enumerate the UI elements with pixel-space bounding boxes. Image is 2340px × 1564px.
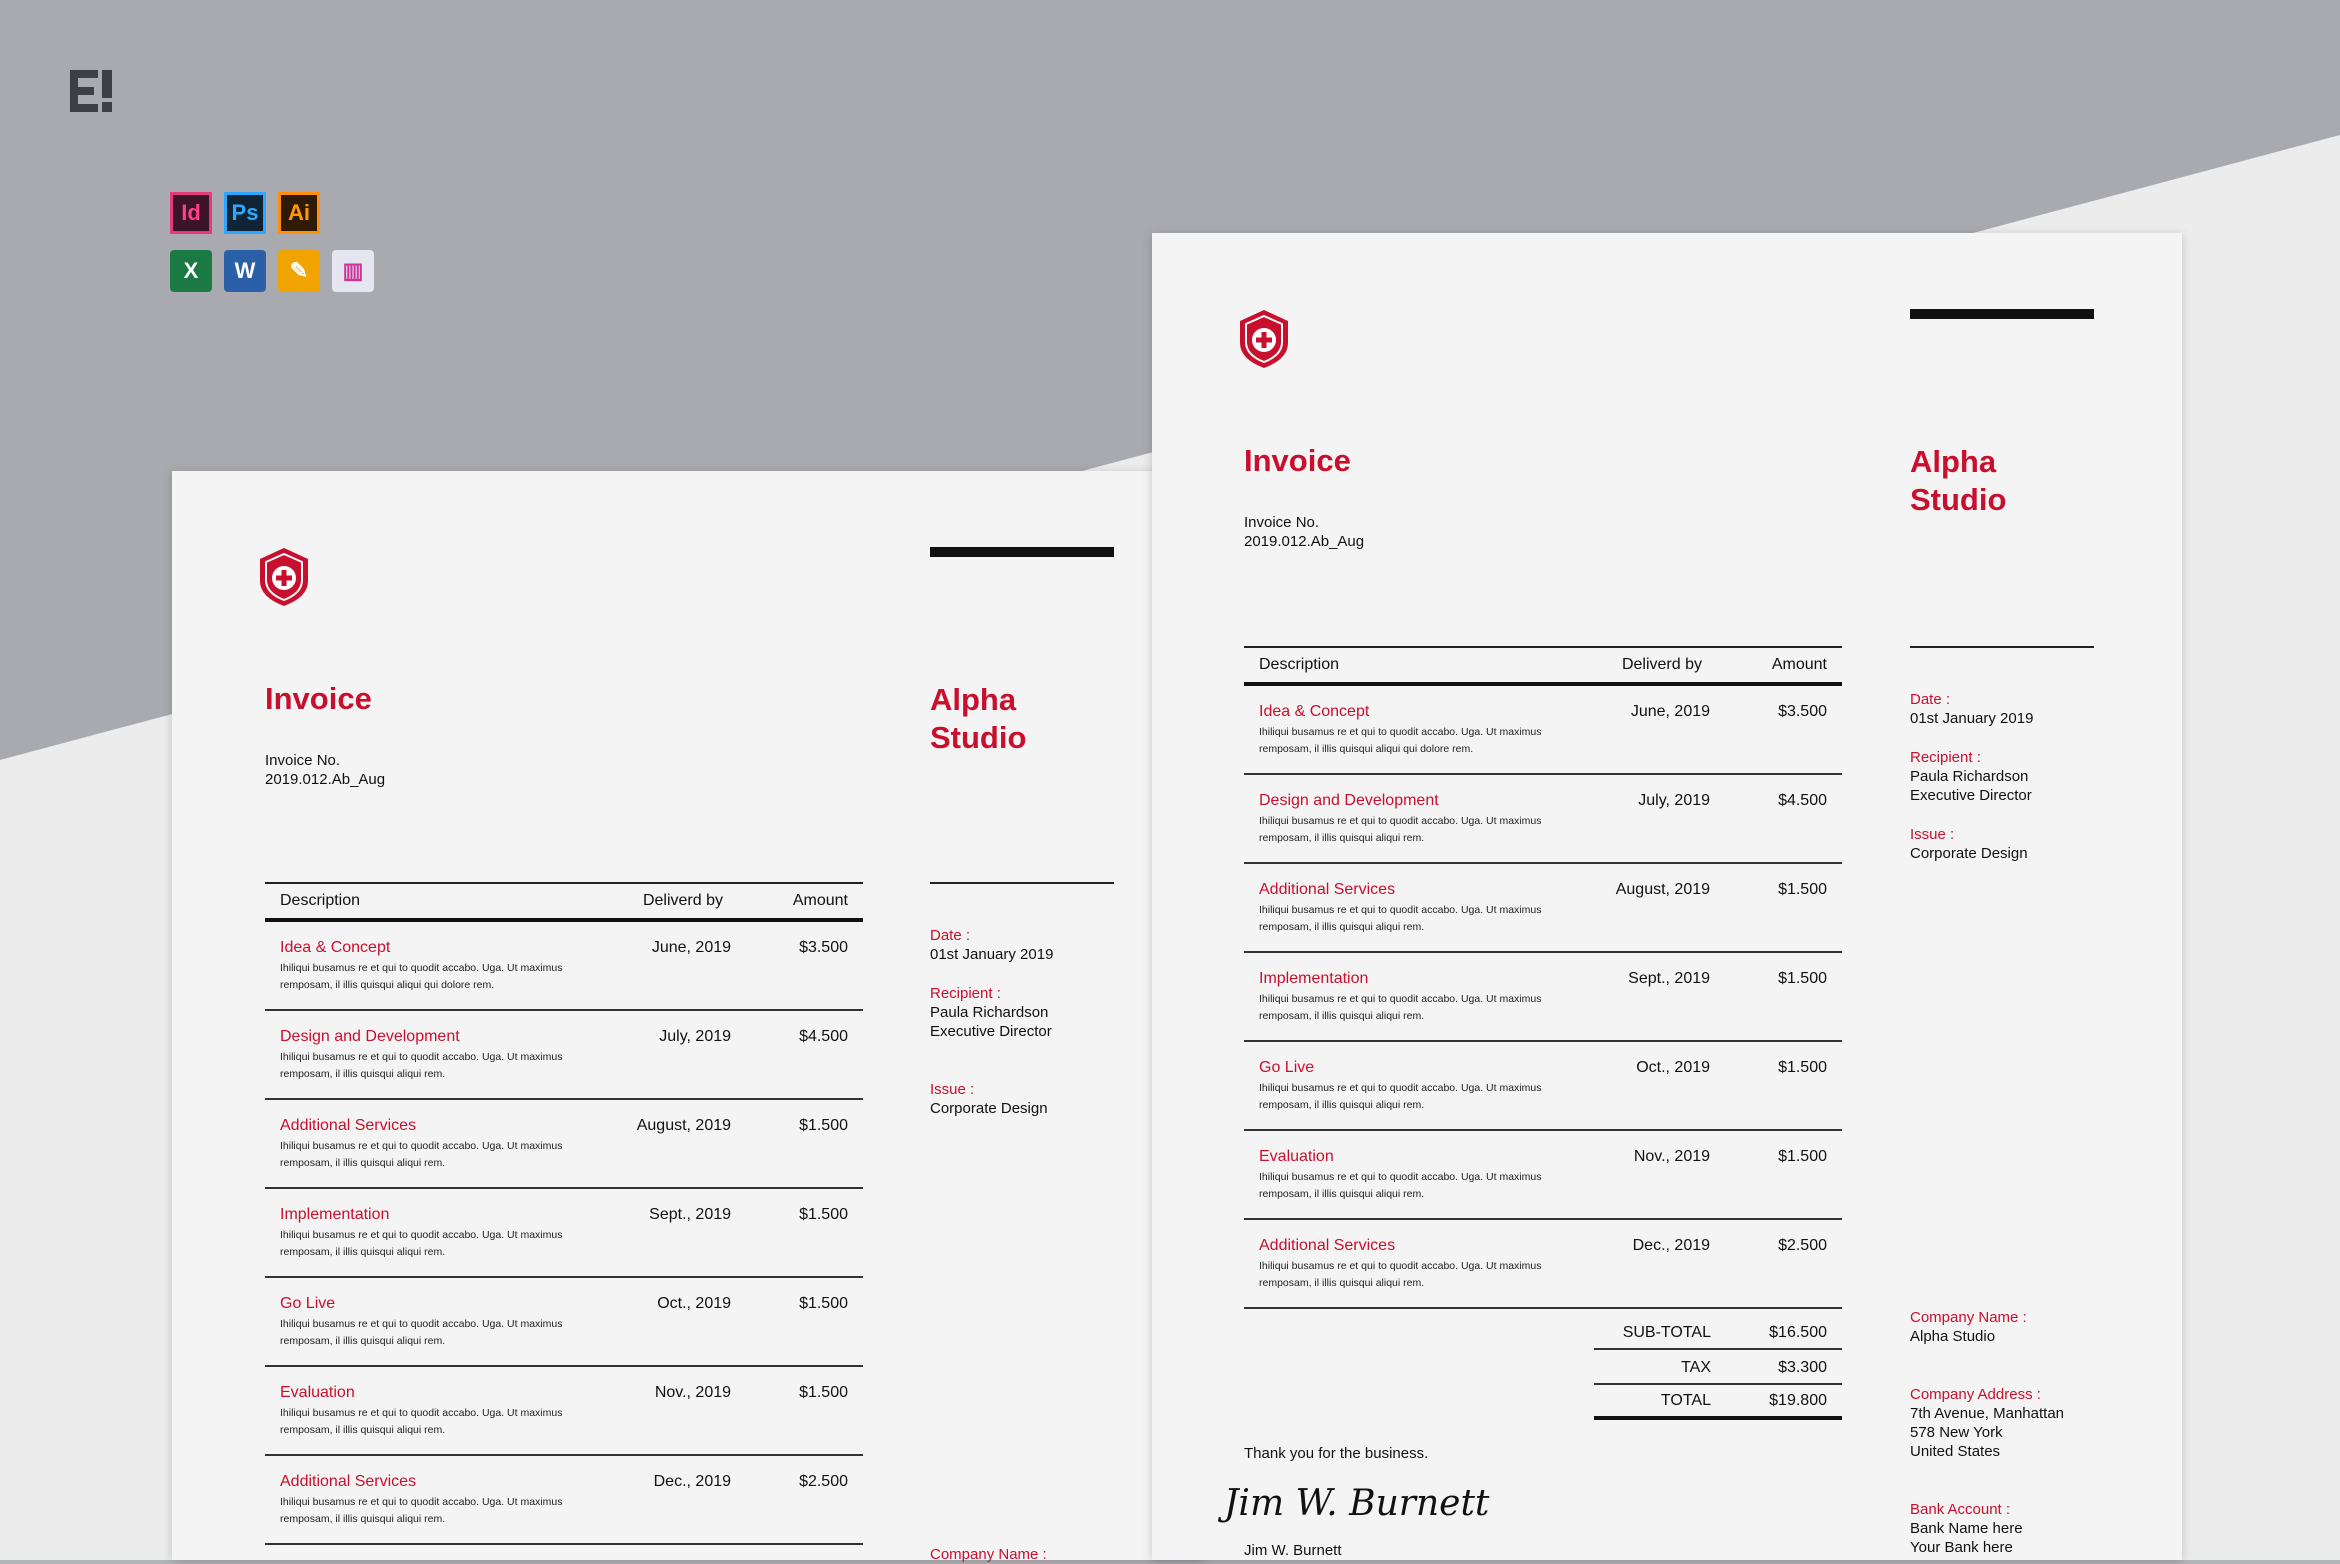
item-description: Ihiliqui busamus re et qui to quodit accabo. Uga. Ut maximus remposam, il illis quisqui aliqui rem.	[280, 1318, 563, 1347]
item-amount: $3.500	[1778, 703, 1827, 720]
item-cell	[265, 1116, 600, 1187]
date-label: Date :	[930, 927, 971, 944]
item-delivered: Oct., 2019	[657, 1295, 732, 1312]
item-title: Additional Services	[280, 1117, 417, 1134]
col-description: Description	[1259, 656, 1340, 673]
tax-value: $3.300	[1778, 1359, 1827, 1376]
item-cell	[1244, 969, 1579, 1040]
table-row	[1244, 1220, 1842, 1309]
item-cell	[265, 1205, 600, 1276]
item-description: Ihiliqui busamus re et qui to quodit accabo. Uga. Ut maximus remposam, il illis quisqui aliqui rem.	[1259, 1171, 1542, 1200]
item-delivered: Sept., 2019	[1628, 970, 1711, 987]
recipient-name: Paula Richardson	[930, 1004, 1049, 1021]
subtotal-label: SUB-TOTAL	[1622, 1324, 1711, 1341]
side-rule	[930, 882, 1114, 884]
studio-line-1: Alpha	[1910, 444, 1997, 479]
item-amount: $2.500	[799, 1473, 848, 1490]
studio-line-2: Studio	[930, 720, 1027, 755]
recipient-label: Recipient :	[930, 985, 1001, 1002]
item-cell	[265, 1383, 600, 1454]
invoice-number-label: Invoice No.	[1244, 514, 1320, 531]
item-description: Ihiliqui busamus re et qui to quodit accabo. Uga. Ut maximus remposam, il illis quisqui aliqui rem.	[1259, 1082, 1542, 1111]
item-cell	[1244, 1236, 1579, 1307]
table-body	[1244, 686, 1842, 1309]
studio-name	[930, 681, 1026, 757]
invoice-page-back	[1152, 233, 2182, 1560]
bank-label: Bank Account :	[1910, 1501, 2011, 1518]
item-delivered: Dec., 2019	[1632, 1237, 1711, 1254]
line-items-table	[265, 882, 863, 1545]
total-row	[1594, 1385, 1842, 1420]
invoice-page-front	[172, 471, 1204, 1563]
item-amount: $3.500	[799, 939, 848, 956]
item-title: Idea & Concept	[1259, 703, 1370, 720]
item-cell	[265, 938, 600, 1009]
table-row	[1244, 775, 1842, 864]
studio-name	[1910, 443, 2006, 519]
item-title: Additional Services	[1259, 881, 1396, 898]
item-delivered: June, 2019	[1630, 703, 1711, 720]
item-amount: $2.500	[1778, 1237, 1827, 1254]
excel-icon: X	[170, 250, 212, 292]
item-description: Ihiliqui busamus re et qui to quodit accabo. Uga. Ut maximus remposam, il illis quisqui aliqui rem.	[1259, 993, 1542, 1022]
item-title: Implementation	[1259, 970, 1369, 987]
subtotal-value: $16.500	[1769, 1324, 1827, 1341]
recipient-label: Recipient :	[1910, 749, 1981, 766]
item-title: Additional Services	[1259, 1237, 1396, 1254]
table-row	[265, 1100, 863, 1189]
issue-value: Corporate Design	[930, 1100, 1048, 1117]
tax-label: TAX	[1681, 1359, 1711, 1376]
illustrator-icon: Ai	[278, 192, 320, 234]
thank-you-note: Thank you for the business.	[1244, 1445, 1429, 1462]
item-cell	[1244, 1147, 1579, 1218]
item-cell	[265, 1294, 600, 1365]
item-description: Ihiliqui busamus re et qui to quodit accabo. Uga. Ut maximus remposam, il illis quisqui aliqui rem.	[1259, 815, 1542, 844]
table-row	[265, 1189, 863, 1278]
item-amount: $1.500	[799, 1117, 848, 1134]
header-rule	[930, 547, 1114, 557]
issue-label: Issue :	[930, 1081, 975, 1098]
table-row	[265, 922, 863, 1011]
invoice-title: Invoice	[265, 681, 372, 716]
item-title: Go Live	[280, 1295, 336, 1312]
table-body	[265, 922, 863, 1545]
item-description: Ihiliqui busamus re et qui to quodit accabo. Uga. Ut maximus remposam, il illis quisqui aliqui rem.	[280, 1496, 563, 1525]
company-address-1: 7th Avenue, Manhattan	[1910, 1405, 2065, 1422]
recipient-role: Executive Director	[1910, 787, 2032, 804]
shield-cross-icon	[258, 547, 310, 607]
table-row	[265, 1011, 863, 1100]
date-label: Date :	[1910, 691, 1951, 708]
item-delivered: August, 2019	[1615, 881, 1711, 898]
item-title: Design and Development	[280, 1028, 460, 1045]
item-cell	[1244, 791, 1579, 862]
item-amount: $1.500	[799, 1384, 848, 1401]
item-delivered: August, 2019	[636, 1117, 732, 1134]
item-delivered: Nov., 2019	[654, 1384, 732, 1401]
signature: Jim W. Burnett	[1224, 1483, 1490, 1524]
company-name: Alpha Studio	[1910, 1328, 1996, 1345]
item-cell	[1244, 880, 1579, 951]
item-delivered: June, 2019	[651, 939, 732, 956]
bank-line-2: Your Bank here	[1910, 1539, 2013, 1556]
table-row	[1244, 1042, 1842, 1131]
col-description: Description	[280, 892, 361, 909]
item-delivered: Sept., 2019	[649, 1206, 732, 1223]
item-delivered: July, 2019	[1638, 792, 1711, 809]
item-amount: $1.500	[799, 1206, 848, 1223]
table-row	[265, 1278, 863, 1367]
issue-label: Issue :	[1910, 826, 1955, 843]
item-title: Design and Development	[1259, 792, 1439, 809]
company-name-label: Company Name :	[930, 1546, 1047, 1563]
pages-icon: ✎	[278, 250, 320, 292]
item-amount: $1.500	[1778, 1059, 1827, 1076]
tax-row	[1594, 1350, 1842, 1385]
studio-line-1: Alpha	[930, 682, 1017, 717]
col-delivered: Deliverd by	[1621, 656, 1702, 673]
item-delivered: July, 2019	[659, 1028, 732, 1045]
company-name-label: Company Name :	[1910, 1309, 2027, 1326]
item-title: Implementation	[280, 1206, 390, 1223]
indesign-icon: Id	[170, 192, 212, 234]
item-description: Ihiliqui busamus re et qui to quodit accabo. Uga. Ut maximus remposam, il illis quisqui aliqui rem.	[280, 1051, 563, 1080]
word-icon: W	[224, 250, 266, 292]
item-description: Ihiliqui busamus re et qui to quodit accabo. Uga. Ut maximus remposam, il illis quisqui aliqui rem.	[1259, 904, 1542, 933]
item-description: Ihiliqui busamus re et qui to quodit accabo. Uga. Ut maximus remposam, il illis quisqui aliqui rem.	[280, 1407, 563, 1436]
table-row	[265, 1456, 863, 1545]
item-title: Evaluation	[1259, 1148, 1334, 1165]
company-address-3: United States	[1910, 1443, 2001, 1460]
studio-line-2: Studio	[1910, 482, 2007, 517]
recipient-role: Executive Director	[930, 1023, 1052, 1040]
item-delivered: Nov., 2019	[1633, 1148, 1711, 1165]
totals-block	[1594, 1315, 1842, 1420]
item-amount: $1.500	[1778, 970, 1827, 987]
item-title: Go Live	[1259, 1059, 1315, 1076]
invoice-title: Invoice	[1244, 443, 1351, 478]
col-amount: Amount	[1771, 656, 1827, 673]
item-delivered: Dec., 2019	[653, 1473, 732, 1490]
col-delivered: Deliverd by	[642, 892, 723, 909]
meta-block	[1910, 690, 2033, 863]
date-value: 01st January 2019	[930, 946, 1054, 963]
item-amount: $1.500	[1778, 1148, 1827, 1165]
app-compatibility-icons	[170, 192, 390, 308]
total-value: $19.800	[1769, 1392, 1827, 1409]
item-delivered: Oct., 2019	[1636, 1059, 1711, 1076]
meta-block	[930, 926, 1053, 1118]
item-description: Ihiliqui busamus re et qui to quodit accabo. Uga. Ut maximus remposam, il illis quisqui aliqui qui dolore rem.	[1259, 726, 1542, 755]
item-amount: $1.500	[1778, 881, 1827, 898]
invoice-number: 2019.012.Ab_Aug	[265, 771, 386, 788]
side-rule	[1910, 646, 2094, 648]
table-row	[1244, 686, 1842, 775]
table-row	[265, 1367, 863, 1456]
line-items-table	[1244, 646, 1842, 1309]
recipient-name: Paula Richardson	[1910, 768, 2029, 785]
brand-logo-icon	[68, 68, 114, 114]
table-row	[1244, 953, 1842, 1042]
item-cell	[1244, 1058, 1579, 1129]
item-description: Ihiliqui busamus re et qui to quodit accabo. Uga. Ut maximus remposam, il illis quisqui aliqui rem.	[280, 1229, 563, 1258]
item-title: Additional Services	[280, 1473, 417, 1490]
bank-line-1: Bank Name here	[1910, 1520, 2023, 1537]
item-title: Evaluation	[280, 1384, 355, 1401]
item-cell	[265, 1027, 600, 1098]
item-title: Idea & Concept	[280, 939, 391, 956]
table-header	[1244, 646, 1842, 686]
item-description: Ihiliqui busamus re et qui to quodit accabo. Uga. Ut maximus remposam, il illis quisqui aliqui rem.	[1259, 1260, 1542, 1289]
signer-name: Jim W. Burnett	[1244, 1542, 1342, 1559]
item-amount: $4.500	[1778, 792, 1827, 809]
table-row	[1244, 864, 1842, 953]
item-amount: $4.500	[799, 1028, 848, 1045]
invoice-number: 2019.012.Ab_Aug	[1244, 533, 1365, 550]
invoice-number-label: Invoice No.	[265, 752, 341, 769]
subtotal-row	[1594, 1315, 1842, 1350]
shield-cross-icon	[1238, 309, 1290, 369]
item-description: Ihiliqui busamus re et qui to quodit accabo. Uga. Ut maximus remposam, il illis quisqui aliqui rem.	[280, 1140, 563, 1169]
col-amount: Amount	[792, 892, 848, 909]
company-block	[1910, 1308, 2064, 1557]
item-description: Ihiliqui busamus re et qui to quodit accabo. Uga. Ut maximus remposam, il illis quisqui aliqui qui dolore rem.	[280, 962, 563, 991]
company-address-2: 578 New York	[1910, 1424, 2003, 1441]
photoshop-icon: Ps	[224, 192, 266, 234]
table-row	[1244, 1131, 1842, 1220]
issue-value: Corporate Design	[1910, 845, 2028, 862]
item-cell	[1244, 702, 1579, 773]
table-header	[265, 882, 863, 922]
total-label: TOTAL	[1660, 1392, 1711, 1409]
header-rule	[1910, 309, 2094, 319]
date-value: 01st January 2019	[1910, 710, 2034, 727]
item-amount: $1.500	[799, 1295, 848, 1312]
item-cell	[265, 1472, 600, 1543]
keynote-icon: ▥	[332, 250, 374, 292]
company-address-label: Company Address :	[1910, 1386, 2041, 1403]
